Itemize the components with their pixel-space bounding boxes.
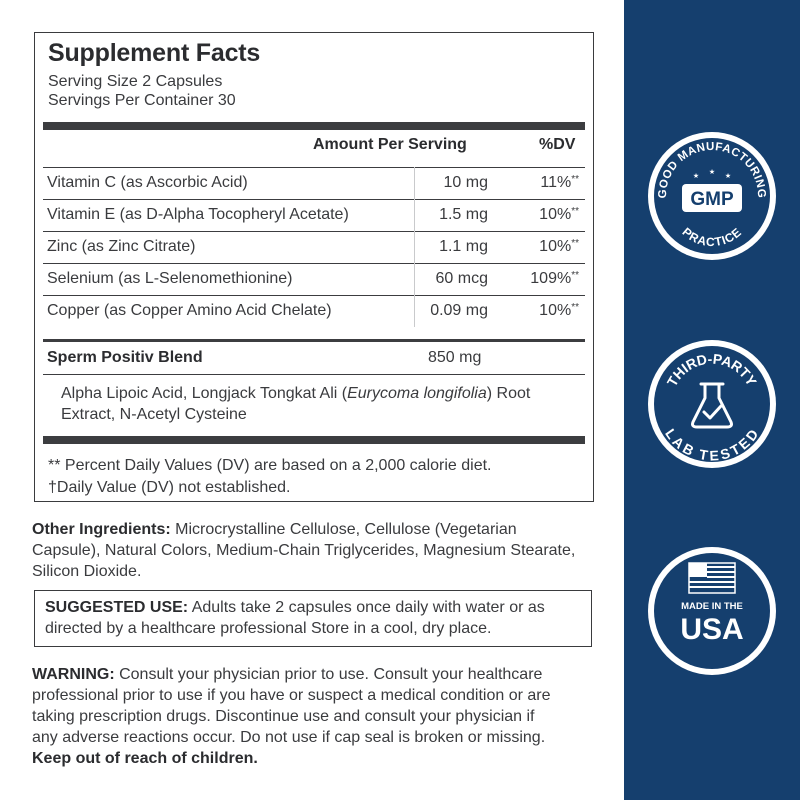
nutrient-dv: 10%**	[539, 302, 579, 319]
blend-amount: 850 mg	[428, 349, 482, 366]
made-in-usa-badge	[644, 543, 780, 679]
flask-seal-icon	[644, 336, 780, 472]
nutrient-row	[35, 231, 593, 263]
svg-text:THIRD-PARTY: THIRD-PARTY	[663, 350, 761, 390]
header-amount-per-serving: Amount Per Serving	[313, 136, 467, 153]
thick-divider-top	[43, 122, 585, 130]
nutrient-name: Vitamin C (as Ascorbic Acid)	[47, 174, 248, 191]
svg-text:GOOD MANUFACTURING: GOOD MANUFACTURING	[656, 140, 768, 199]
svg-text:★: ★	[692, 173, 700, 180]
gmp-seal-icon	[644, 128, 780, 264]
supplement-facts-panel	[34, 32, 594, 502]
footnote-dv: ** Percent Daily Values (DV) are based on a 2,000 calorie diet.	[48, 457, 492, 474]
lab-tested-badge	[644, 336, 780, 472]
other-ingredients: Other Ingredients: Microcrystalline Cellulose, Cellulose (Vegetarian Capsule), Natural Colors, Medium-Chain Triglycerides, Magnesium Stearate, Silicon Dioxide.	[32, 521, 576, 580]
nutrient-amount: 0.09 mg	[430, 302, 488, 319]
facts-title: Supplement Facts	[48, 39, 261, 67]
nutrient-row	[35, 295, 593, 327]
nutrient-name: Zinc (as Zinc Citrate)	[47, 238, 196, 255]
svg-text:GMP: GMP	[690, 189, 734, 210]
blend-ingredients: Alpha Lipoic Acid, Longjack Tongkat Ali (Eurycoma longifolia) Root Extract, N-Acetyl Cysteine	[61, 385, 531, 423]
gmp-badge	[644, 128, 780, 264]
blend-ingredients-box	[43, 374, 585, 434]
svg-text:MADE IN THE: MADE IN THE	[681, 601, 743, 612]
nutrient-dv: 109%**	[530, 270, 579, 287]
nutrient-row	[35, 199, 593, 231]
side-badge-panel	[624, 0, 800, 800]
footnote-not-established: †Daily Value (DV) not established.	[48, 479, 291, 496]
nutrient-row	[35, 263, 593, 295]
usa-flag-seal-icon	[644, 543, 780, 679]
warning-text: WARNING: Consult your physician prior to use. Consult your healthcare professional prior to use if you have or suspect a medical condition or are taking prescription drugs. Discontinue use and consult your physician if any adverse reactions occur. Do not use if cap seal is broken or missing. Keep out of reach of children.	[32, 666, 551, 767]
nutrient-amount: 1.5 mg	[439, 206, 488, 223]
svg-text:★: ★	[708, 169, 716, 176]
nutrient-name: Vitamin E (as D-Alpha Tocopheryl Acetate)	[47, 206, 349, 223]
nutrient-dv: 10%**	[539, 206, 579, 223]
svg-text:★: ★	[724, 173, 732, 180]
svg-text:PRACTICE: PRACTICE	[679, 224, 745, 250]
us-flag-icon	[689, 563, 735, 593]
suggested-use-box: SUGGESTED USE: Adults take 2 capsules once daily with water or as directed by a healthcare professional Store in a cool, dry place.	[34, 590, 592, 647]
header-dv: %DV	[539, 136, 576, 153]
svg-text:USA: USA	[680, 613, 744, 646]
nutrient-name: Copper (as Copper Amino Acid Chelate)	[47, 302, 332, 319]
blend-name: Sperm Positiv Blend	[47, 349, 203, 366]
nutrient-amount: 60 mcg	[435, 270, 488, 287]
serving-size: Serving Size 2 Capsules	[48, 73, 223, 90]
nutrient-amount: 1.1 mg	[439, 238, 488, 255]
servings-per-container: Servings Per Container 30	[48, 92, 236, 109]
nutrient-dv: 10%**	[539, 238, 579, 255]
nutrient-amount: 10 mg	[443, 174, 488, 191]
blend-divider	[43, 339, 585, 342]
svg-text:LAB TESTED: LAB TESTED	[662, 425, 762, 464]
thick-divider-bottom	[43, 436, 585, 444]
nutrient-name: Selenium (as L-Selenomethionine)	[47, 270, 293, 287]
nutrient-dv: 11%**	[540, 174, 579, 191]
nutrient-row	[35, 167, 593, 199]
